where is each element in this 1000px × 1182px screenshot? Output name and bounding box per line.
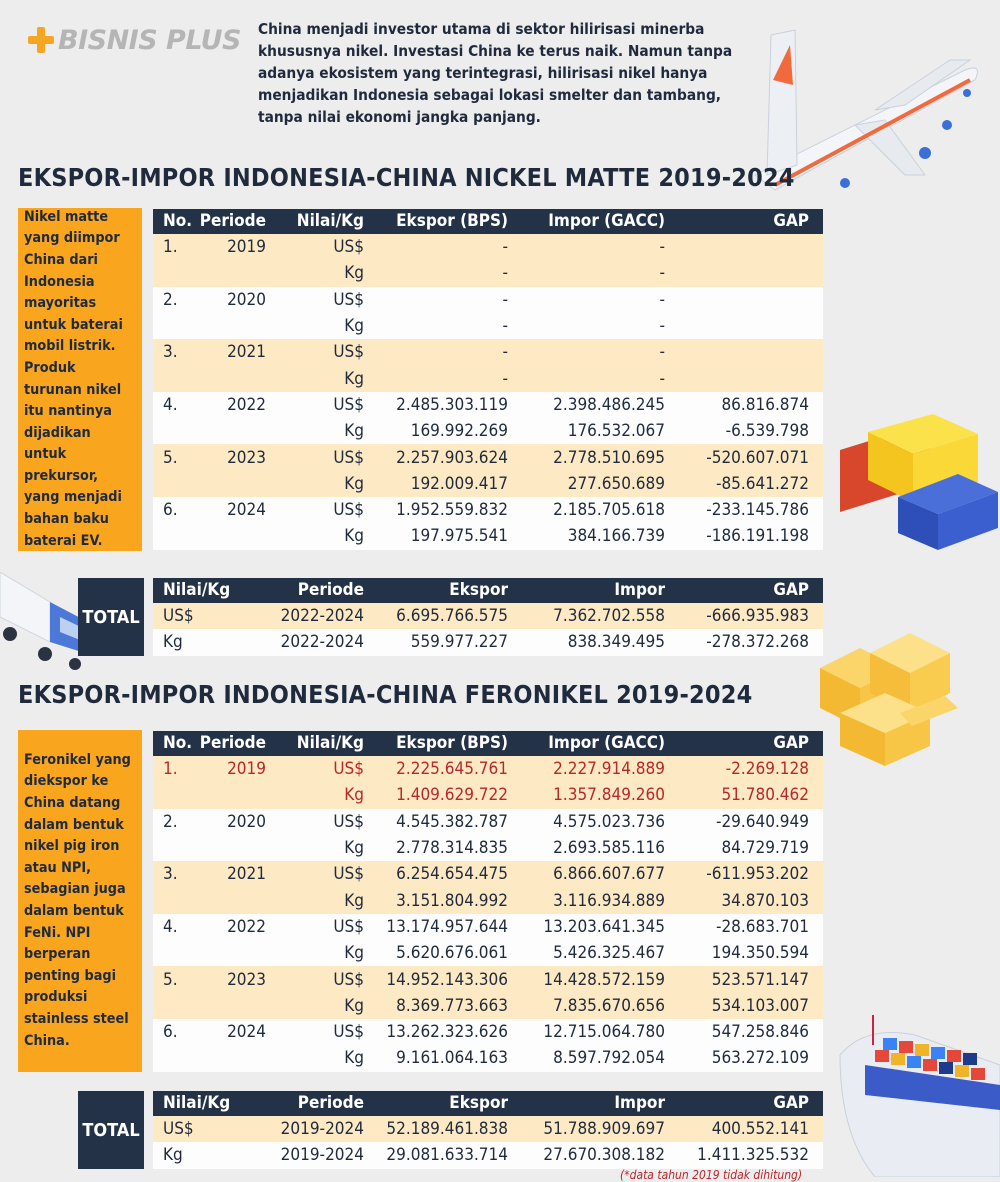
total-cell: US$ (153, 1116, 233, 1142)
column-header: Ekspor (BPS) (364, 731, 508, 756)
table-cell: Kg (270, 523, 364, 549)
table-cell (665, 339, 823, 365)
table-cell: - (508, 260, 665, 286)
table-cell: 2019 (198, 756, 270, 782)
table-cell: 1.952.559.832 (364, 497, 508, 523)
table-cell (198, 940, 270, 966)
table-cell: 8.369.773.663 (364, 993, 508, 1019)
table-cell: 2.227.914.889 (508, 756, 665, 782)
section1-total-label: TOTAL (78, 578, 144, 656)
table-cell: US$ (270, 966, 364, 992)
total-cell: 29.081.633.714 (364, 1142, 508, 1168)
table-cell: 14.952.143.306 (364, 966, 508, 992)
table-cell: 2.398.486.245 (508, 392, 665, 418)
table-cell: - (364, 287, 508, 313)
table-cell (198, 418, 270, 444)
table-cell (153, 940, 198, 966)
total-row (153, 603, 823, 629)
table-cell: 5.426.325.467 (508, 940, 665, 966)
table-cell: -85.641.272 (665, 471, 823, 497)
table-cell: Kg (270, 418, 364, 444)
column-header: GAP (665, 209, 823, 234)
total-cell: Kg (153, 629, 233, 655)
table-cell: 2023 (198, 444, 270, 470)
table-row (153, 444, 823, 470)
table-row (153, 1019, 823, 1045)
table-cell: 2023 (198, 966, 270, 992)
table-cell: 13.203.641.345 (508, 914, 665, 940)
table-cell: 7.835.670.656 (508, 993, 665, 1019)
table-cell (153, 523, 198, 549)
section2-title: EKSPOR-IMPOR INDONESIA-CHINA FERONIKEL 2019-2024 (18, 680, 753, 709)
table-cell: 4.575.023.736 (508, 809, 665, 835)
table-cell: 2019 (198, 234, 270, 260)
table-cell: 13.262.323.626 (364, 1019, 508, 1045)
table-cell (153, 418, 198, 444)
plus-icon (26, 25, 56, 55)
table-cell: 192.009.417 (364, 471, 508, 497)
table-cell: US$ (270, 914, 364, 940)
total-column-header: Impor (508, 578, 665, 603)
table-cell: 4.545.382.787 (364, 809, 508, 835)
table-cell: Kg (270, 887, 364, 913)
table-cell (665, 313, 823, 339)
total-cell: 838.349.495 (508, 629, 665, 655)
table-cell: - (364, 339, 508, 365)
table-cell: -6.539.798 (665, 418, 823, 444)
table-cell: 4. (153, 392, 198, 418)
table-cell: 176.532.067 (508, 418, 665, 444)
table-cell: 547.258.846 (665, 1019, 823, 1045)
total-cell: 27.670.308.182 (508, 1142, 665, 1168)
total-cell: 6.695.766.575 (364, 603, 508, 629)
table-cell: 384.166.739 (508, 523, 665, 549)
total-column-header: Ekspor (364, 1091, 508, 1116)
section1-title: EKSPOR-IMPOR INDONESIA-CHINA NICKEL MATTE 2019-2024 (18, 163, 795, 192)
table-row (153, 993, 823, 1019)
table-cell: 2. (153, 809, 198, 835)
table-cell: Kg (270, 260, 364, 286)
table-cell: US$ (270, 809, 364, 835)
section1-table (153, 209, 823, 550)
total-cell: 51.788.909.697 (508, 1116, 665, 1142)
table-cell: US$ (270, 234, 364, 260)
table-cell: Kg (270, 782, 364, 808)
table-cell: 2020 (198, 287, 270, 313)
table-cell: 12.715.064.780 (508, 1019, 665, 1045)
table-cell: Kg (270, 993, 364, 1019)
table-row (153, 471, 823, 497)
section2-table (153, 731, 823, 1072)
table-row (153, 260, 823, 286)
section2-footnote: (*data tahun 2019 tidak dihitung) (620, 1168, 803, 1182)
section1-side-note-text: Nikel matte yang diimpor China dari Indonesia mayoritas untuk baterai mobil listrik. Produk turunan nikel itu nantinya dijadikan untuk prekursor, yang menjadi bahan baku baterai EV. (24, 208, 123, 549)
table-cell: 194.350.594 (665, 940, 823, 966)
logo-text: BISNIS PLUS (58, 24, 241, 56)
boxes-illustration (800, 628, 960, 768)
table-row (153, 339, 823, 365)
table-cell: 51.780.462 (665, 782, 823, 808)
table-cell: 197.975.541 (364, 523, 508, 549)
table-row (153, 497, 823, 523)
table-cell: - (508, 339, 665, 365)
table-cell (153, 782, 198, 808)
table-cell (198, 523, 270, 549)
table-cell (153, 1045, 198, 1071)
table-cell: 6.866.607.677 (508, 861, 665, 887)
table-cell: Kg (270, 365, 364, 391)
table-cell: 2020 (198, 809, 270, 835)
table-row (153, 392, 823, 418)
table-row (153, 313, 823, 339)
table-cell: 2.485.303.119 (364, 392, 508, 418)
table-cell: 2021 (198, 339, 270, 365)
total-column-header: GAP (665, 1091, 823, 1116)
table-cell: 84.729.719 (665, 835, 823, 861)
table-cell: 14.428.572.159 (508, 966, 665, 992)
total-column-header: Nilai/Kg (153, 578, 233, 603)
table-cell: -29.640.949 (665, 809, 823, 835)
table-cell: 9.161.064.163 (364, 1045, 508, 1071)
table-row (153, 809, 823, 835)
table-cell: 2022 (198, 392, 270, 418)
table-cell: Kg (270, 1045, 364, 1071)
total-column-header: Periode (233, 578, 364, 603)
total-column-header: Impor (508, 1091, 665, 1116)
total-cell: 2019-2024 (233, 1142, 364, 1168)
column-header: GAP (665, 731, 823, 756)
section1-side-note (18, 208, 142, 551)
table-cell: 2021 (198, 861, 270, 887)
section1-total-table (153, 578, 823, 656)
table-cell (198, 1045, 270, 1071)
total-column-header: Ekspor (364, 578, 508, 603)
table-cell: 3.116.934.889 (508, 887, 665, 913)
total-cell: -278.372.268 (665, 629, 823, 655)
total-cell: 400.552.141 (665, 1116, 823, 1142)
total-cell: 2022-2024 (233, 629, 364, 655)
table-cell: 2. (153, 287, 198, 313)
table-cell: 1. (153, 234, 198, 260)
table-row (153, 756, 823, 782)
column-header: Impor (GACC) (508, 731, 665, 756)
table-cell: 2.778.314.835 (364, 835, 508, 861)
column-header: Nilai/Kg (270, 731, 364, 756)
total-row (153, 1116, 823, 1142)
table-cell (198, 471, 270, 497)
table-cell: US$ (270, 339, 364, 365)
table-cell: -2.269.128 (665, 756, 823, 782)
table-cell: 86.816.874 (665, 392, 823, 418)
table-cell (665, 287, 823, 313)
total-cell: 2019-2024 (233, 1116, 364, 1142)
total-column-header: Nilai/Kg (153, 1091, 233, 1116)
column-header: Impor (GACC) (508, 209, 665, 234)
table-cell (198, 782, 270, 808)
table-cell: - (508, 365, 665, 391)
total-cell: -666.935.983 (665, 603, 823, 629)
table-cell (153, 313, 198, 339)
table-cell: - (364, 313, 508, 339)
table-cell: 2.693.585.116 (508, 835, 665, 861)
containers-illustration (838, 412, 998, 552)
brand-logo (26, 22, 241, 58)
table-cell (153, 993, 198, 1019)
table-cell: 563.272.109 (665, 1045, 823, 1071)
table-row (153, 287, 823, 313)
section2-total-label: TOTAL (78, 1091, 144, 1169)
table-row (153, 940, 823, 966)
table-cell: - (364, 234, 508, 260)
table-cell (198, 365, 270, 391)
total-column-header: GAP (665, 578, 823, 603)
table-cell: 2.778.510.695 (508, 444, 665, 470)
table-cell: 3. (153, 861, 198, 887)
table-cell: 34.870.103 (665, 887, 823, 913)
table-row (153, 234, 823, 260)
table-cell (153, 887, 198, 913)
table-cell: 5.620.676.061 (364, 940, 508, 966)
column-header: Periode (198, 731, 270, 756)
table-cell: -186.191.198 (665, 523, 823, 549)
table-cell: 6.254.654.475 (364, 861, 508, 887)
table-cell: -520.607.071 (665, 444, 823, 470)
table-cell: US$ (270, 444, 364, 470)
total-column-header: Periode (233, 1091, 364, 1116)
table-cell: US$ (270, 392, 364, 418)
table-row (153, 966, 823, 992)
table-cell (198, 313, 270, 339)
table-cell (198, 993, 270, 1019)
table-cell: 2024 (198, 497, 270, 523)
table-cell (665, 260, 823, 286)
total-cell: 1.411.325.532 (665, 1142, 823, 1168)
table-cell: US$ (270, 1019, 364, 1045)
table-cell: 1. (153, 756, 198, 782)
column-header: No. (153, 209, 198, 234)
table-row (153, 835, 823, 861)
table-row (153, 914, 823, 940)
table-cell: 13.174.957.644 (364, 914, 508, 940)
table-cell: 6. (153, 1019, 198, 1045)
table-cell: Kg (270, 471, 364, 497)
total-row (153, 1142, 823, 1168)
table-cell: - (508, 287, 665, 313)
total-cell: 7.362.702.558 (508, 603, 665, 629)
intro-paragraph: China menjadi investor utama di sektor hilirisasi minerba khususnya nikel. Investasi China ke terus naik. Namun tanpa adanya ekosistem yang terintegrasi, hilirisasi nikel hanya menjadikan Indonesia sebagai lokasi smelter dan tambang, tanpa nilai ekonomi jangka panjang. (258, 20, 733, 126)
table-cell: 3.151.804.992 (364, 887, 508, 913)
table-cell (153, 835, 198, 861)
column-header: Ekspor (BPS) (364, 209, 508, 234)
total-cell: US$ (153, 603, 233, 629)
ship-illustration (835, 1015, 1000, 1177)
table-cell (198, 835, 270, 861)
table-cell: -233.145.786 (665, 497, 823, 523)
table-cell: Kg (270, 835, 364, 861)
table-cell: Kg (270, 940, 364, 966)
table-cell: 523.571.147 (665, 966, 823, 992)
table-cell: 2024 (198, 1019, 270, 1045)
table-cell (665, 234, 823, 260)
table-cell: 277.650.689 (508, 471, 665, 497)
table-cell: 6. (153, 497, 198, 523)
table-cell: 169.992.269 (364, 418, 508, 444)
table-cell: 534.103.007 (665, 993, 823, 1019)
table-cell: - (508, 313, 665, 339)
table-cell: - (508, 234, 665, 260)
table-cell: 5. (153, 966, 198, 992)
section2-side-note-text: Feronikel yang diekspor ke China datang dalam bentuk nikel pig iron atau NPI, sebagian juga dalam bentuk FeNi. NPI berperan penting bagi produksi stainless steel China. (24, 751, 131, 1049)
table-cell: -28.683.701 (665, 914, 823, 940)
column-header: No. (153, 731, 198, 756)
table-row (153, 523, 823, 549)
table-cell: 2.185.705.618 (508, 497, 665, 523)
table-cell (198, 260, 270, 286)
column-header: Nilai/Kg (270, 209, 364, 234)
table-row (153, 887, 823, 913)
total-cell: 2022-2024 (233, 603, 364, 629)
table-row (153, 365, 823, 391)
column-header: Periode (198, 209, 270, 234)
table-row (153, 418, 823, 444)
table-cell (153, 471, 198, 497)
table-cell: 5. (153, 444, 198, 470)
table-cell: US$ (270, 861, 364, 887)
total-cell: 52.189.461.838 (364, 1116, 508, 1142)
table-cell: US$ (270, 287, 364, 313)
table-cell: 1.357.849.260 (508, 782, 665, 808)
table-cell: 2.225.645.761 (364, 756, 508, 782)
table-cell: 1.409.629.722 (364, 782, 508, 808)
section2-side-note (18, 730, 142, 1072)
table-cell (153, 365, 198, 391)
table-cell (198, 887, 270, 913)
table-cell: -611.953.202 (665, 861, 823, 887)
table-cell: 8.597.792.054 (508, 1045, 665, 1071)
table-cell (153, 260, 198, 286)
section2-total-table (153, 1091, 823, 1169)
total-cell: Kg (153, 1142, 233, 1168)
total-row (153, 629, 823, 655)
table-cell: US$ (270, 497, 364, 523)
table-cell: US$ (270, 756, 364, 782)
table-cell: - (364, 365, 508, 391)
table-cell (665, 365, 823, 391)
table-row (153, 861, 823, 887)
table-row (153, 782, 823, 808)
table-cell: 2.257.903.624 (364, 444, 508, 470)
total-cell: 559.977.227 (364, 629, 508, 655)
table-cell: Kg (270, 313, 364, 339)
table-cell: - (364, 260, 508, 286)
table-cell: 3. (153, 339, 198, 365)
table-row (153, 1045, 823, 1071)
table-cell: 2022 (198, 914, 270, 940)
table-cell: 4. (153, 914, 198, 940)
